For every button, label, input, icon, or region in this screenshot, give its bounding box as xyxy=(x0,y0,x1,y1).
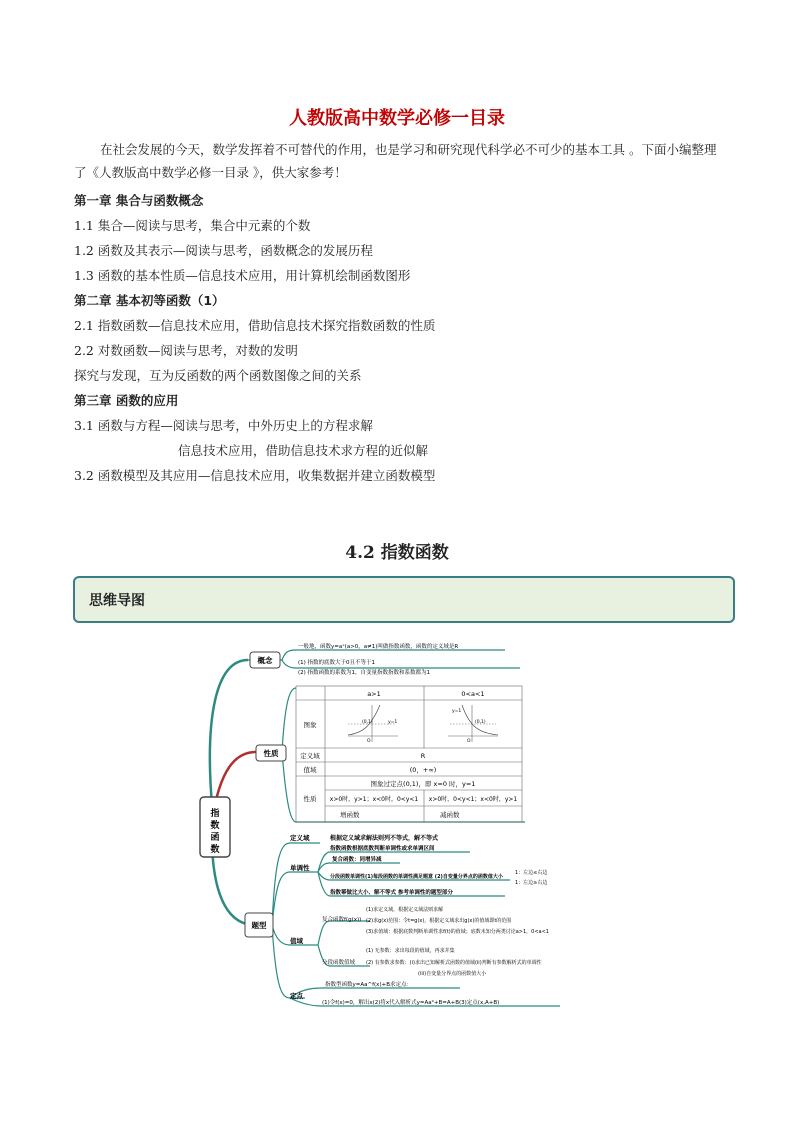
concept-def: 一般地，函数y=aˣ(a>0，a≠1)叫做指数函数，函数的定义域是R xyxy=(298,644,459,650)
mono-4: 指数幂做比大小、解不等式 参考单调性的题型部分 xyxy=(330,890,453,896)
prop-a-gt-1: x>0时，y>1；x<0时，0<y<1 xyxy=(329,796,419,803)
range-composite: 复合函数f(g(x)) xyxy=(322,917,362,923)
types-label: 题型 xyxy=(251,921,267,930)
svg-text:(0,1): (0,1) xyxy=(475,720,486,725)
range-piecewise-1: (1) 无参数：求出每段的值域，再求并集 xyxy=(366,948,455,954)
types-fixed: 定点 xyxy=(290,992,303,1000)
svg-text:y=1: y=1 xyxy=(452,709,462,714)
toc-item: 探究与发现，互为反函数的两个函数图像之间的关系 xyxy=(74,368,362,383)
range-composite-2: (2)求g(x)范围：令t=g(x)，根据定义域求出g(x)的值域即t的范围 xyxy=(366,918,512,924)
toc-item: 2.2 对数函数—阅读与思考，对数的发明 xyxy=(74,343,298,358)
svg-text:函: 函 xyxy=(210,833,220,843)
toc-chapter-3: 第三章 函数的应用 xyxy=(74,393,179,408)
page-title: 人教版高中数学必修一目录 xyxy=(289,108,505,129)
range-piecewise-2: (2) 有参数求参数：(i)求出已知解析式函数的值域(ii)判断有参数解析式的单调性 xyxy=(366,960,542,966)
section-title: 4.2 指数函数 xyxy=(345,543,449,563)
types-domain: 定义域 xyxy=(290,834,310,842)
range-composite-1: (1)求定义域，根据定义域法则求解 xyxy=(366,907,444,913)
types-mono: 单调性 xyxy=(290,864,310,872)
range-piecewise-3: (iii)自变量分界点的函数值大小 xyxy=(418,971,487,977)
mono-3b: 1：左边≥右边 xyxy=(515,880,548,886)
mono-2: 复合函数：同增异减 xyxy=(332,857,382,863)
toc-chapter-2: 第二章 基本初等函数（1） xyxy=(74,293,225,308)
toc-item: 3.2 函数模型及其应用—信息技术应用，收集数据并建立函数模型 xyxy=(74,468,436,483)
toc-item: 1.1 集合—阅读与思考，集合中元素的个数 xyxy=(74,218,311,233)
range-composite-3: (3)求值域：根据底数判断单调性求f(t)的值域；底数未知分两类讨论a>1，0<a<1 xyxy=(366,929,549,935)
row-graph: 图象 xyxy=(303,721,317,729)
svg-text:(0,1): (0,1) xyxy=(362,720,373,725)
range-value: (0，+∞) xyxy=(409,766,437,774)
toc-item: 信息技术应用，借助信息技术求方程的近似解 xyxy=(178,443,429,458)
toc-item: 1.3 函数的基本性质—信息技术应用，用计算机绘制函数图形 xyxy=(74,268,411,283)
mono-3a: 1：左边≤右边 xyxy=(515,870,548,876)
fixed-point: 图象过定点(0,1)，即 x=0 时，y=1 xyxy=(370,780,476,788)
concept-label: 概念 xyxy=(257,656,273,665)
svg-text:O: O xyxy=(467,739,471,744)
row-range: 值域 xyxy=(303,766,317,774)
col-a-lt-1: 0<a<1 xyxy=(461,690,485,698)
fixed-2: (1)令f(x)=0，解出x(2)将x代入解析式y=Aa⁰+B=A+B(3)定点(x,A+B) xyxy=(322,1000,500,1006)
property-label: 性质 xyxy=(263,749,279,758)
svg-text:数: 数 xyxy=(210,821,220,831)
toc-item: 2.1 指数函数—信息技术应用，借助信息技术探究指数函数的性质 xyxy=(74,318,436,333)
root-label: 指 xyxy=(210,809,220,819)
row-property: 性质 xyxy=(303,795,317,803)
intro-paragraph: 在社会发展的今天，数学发挥着不可替代的作用，也是学习和研究现代科学必不可少的基本工具 。下面小编整理了《人教版高中数学必修一目录 》，供大家参考！ xyxy=(74,142,717,180)
row-domain: 定义域 xyxy=(300,752,320,760)
increasing-label: 增函数 xyxy=(340,811,360,819)
toc-item: 1.2 函数及其表示—阅读与思考，函数概念的发展历程 xyxy=(74,243,373,258)
types-range: 值域 xyxy=(290,937,303,945)
col-a-gt-1: a>1 xyxy=(367,690,381,698)
types-domain-note: 根据定义域求解法则列不等式，解不等式 xyxy=(330,835,439,842)
mindmap-header: 思维导图 xyxy=(89,593,145,609)
decreasing-label: 减函数 xyxy=(440,811,460,819)
toc-item: 3.1 函数与方程—阅读与思考，中外历史上的方程求解 xyxy=(74,418,373,433)
mono-1: 指数函数根据底数判断单调性或求单调区间 xyxy=(330,846,435,852)
concept-note-2: (2) 指数函数的系数为1，自变量指数指数和系数都为1 xyxy=(298,670,431,676)
domain-value: R xyxy=(420,752,426,760)
svg-text:数: 数 xyxy=(210,845,220,855)
branch-concept xyxy=(210,660,248,805)
svg-text:O: O xyxy=(367,739,371,744)
toc-chapter-1: 第一章 集合与函数概念 xyxy=(74,193,204,208)
mono-3: 分段函数单调性(1)每段函数的单调性满足题意 (2)自变量分界点的函数值大小 xyxy=(330,874,503,880)
concept-note-1: (1) 指数的底数大于0且不等于1 xyxy=(298,660,376,666)
range-piecewise: 分段函数值域 xyxy=(322,960,356,966)
svg-text:y=1: y=1 xyxy=(388,720,398,725)
prop-a-lt-1: x>0时，0<y<1；x<0时，y>1 xyxy=(428,796,518,803)
fixed-1: 指数型函数y=Aa^f(x)+B求定点： xyxy=(325,982,412,988)
